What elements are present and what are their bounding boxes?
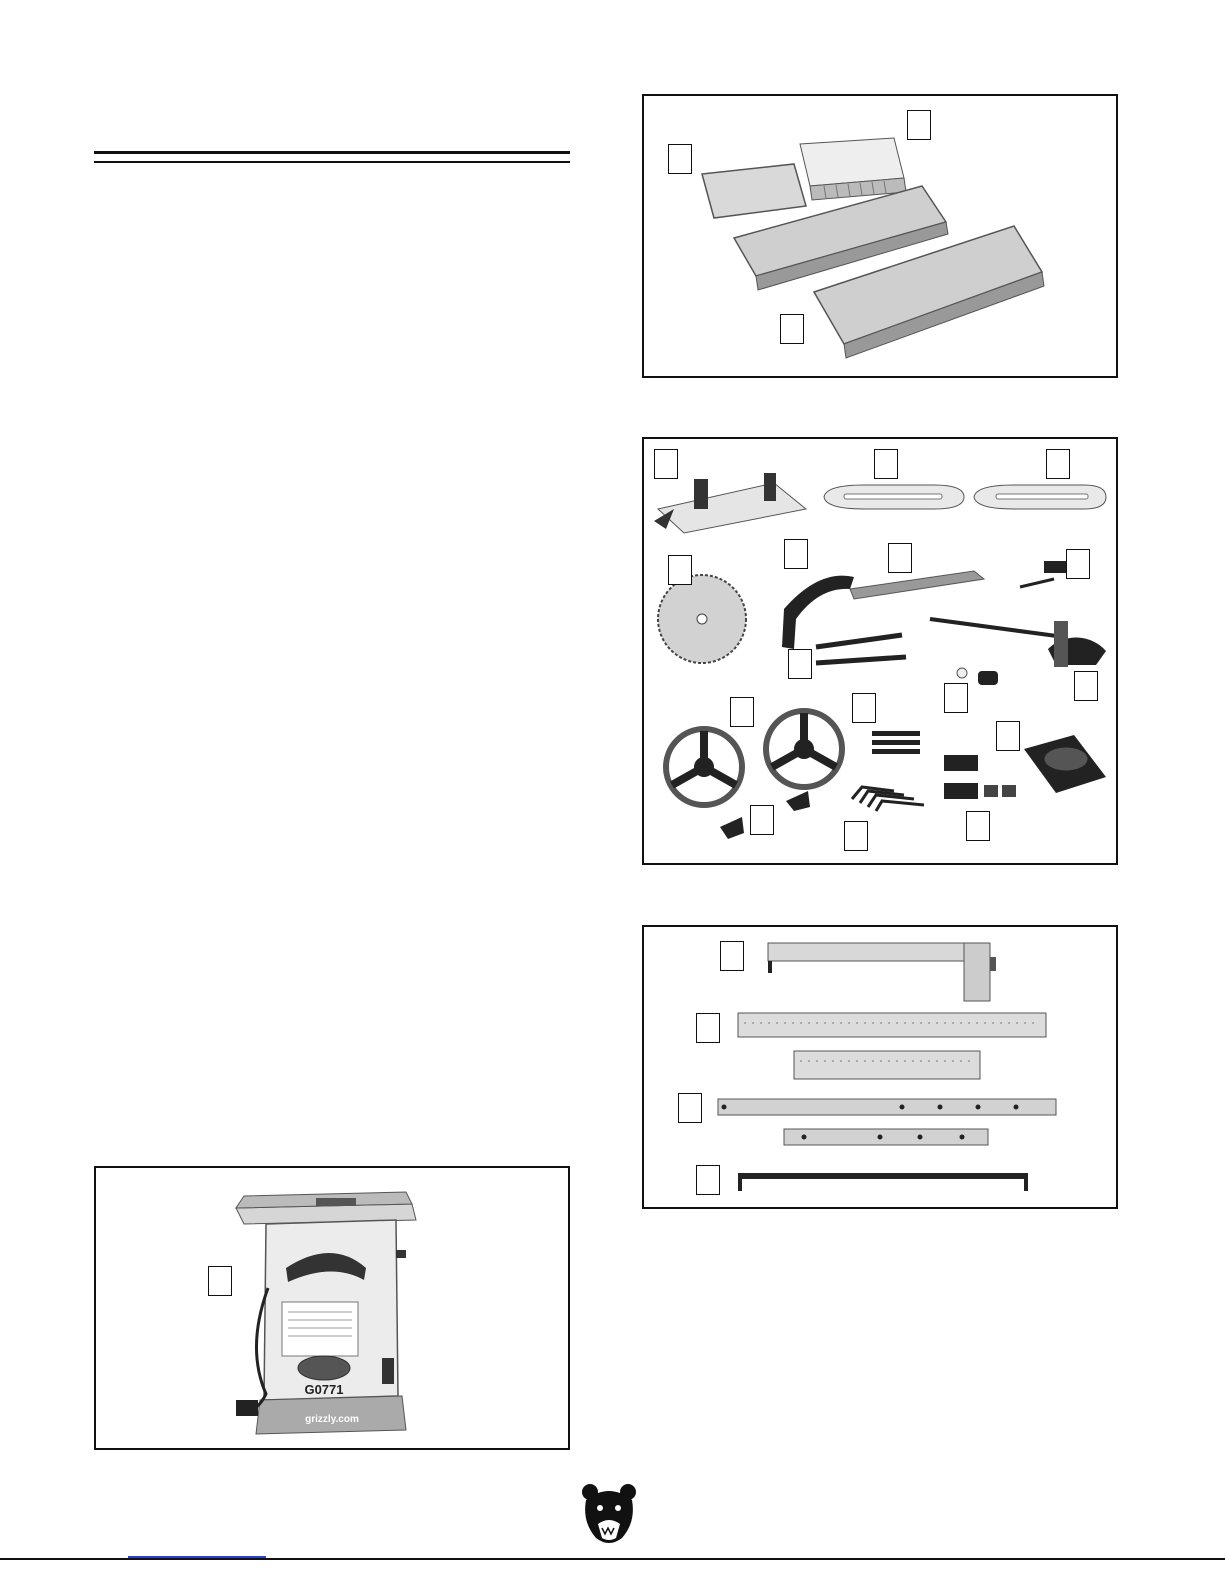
footer-link-underline[interactable] bbox=[128, 1556, 266, 1558]
callout-box bbox=[696, 1013, 720, 1043]
callout-box bbox=[788, 649, 812, 679]
grizzly-bear-icon bbox=[580, 1482, 638, 1548]
callout-box bbox=[852, 693, 876, 723]
callout-box bbox=[750, 805, 774, 835]
figure-saw-body bbox=[94, 1166, 570, 1450]
callout-box bbox=[668, 555, 692, 585]
callout-box bbox=[1066, 549, 1090, 579]
callout-box bbox=[678, 1093, 702, 1123]
figure-small-parts bbox=[642, 437, 1118, 865]
callout-box bbox=[966, 811, 990, 841]
section-heading-rule bbox=[94, 151, 570, 165]
callout-box bbox=[780, 314, 804, 344]
callout-box bbox=[730, 697, 754, 727]
callout-box bbox=[874, 449, 898, 479]
callout-box bbox=[668, 144, 692, 174]
base-label: grizzly.com bbox=[305, 1414, 359, 1425]
callout-box bbox=[208, 1266, 232, 1296]
callout-box bbox=[996, 721, 1020, 751]
figure-table-parts bbox=[642, 94, 1118, 378]
callout-box bbox=[1074, 671, 1098, 701]
callout-box bbox=[720, 941, 744, 971]
callout-box bbox=[888, 543, 912, 573]
figure-fence-parts bbox=[642, 925, 1118, 1209]
callout-box bbox=[944, 683, 968, 713]
table-parts-illustration bbox=[644, 96, 1120, 380]
model-label: G0771 bbox=[304, 1382, 344, 1397]
small-parts-illustration bbox=[644, 439, 1120, 867]
callout-box bbox=[696, 1165, 720, 1195]
saw-body-illustration bbox=[96, 1168, 572, 1452]
callout-box bbox=[654, 449, 678, 479]
footer-rule bbox=[0, 1558, 1225, 1560]
callout-box bbox=[784, 539, 808, 569]
callout-box bbox=[1046, 449, 1070, 479]
callout-box bbox=[844, 821, 868, 851]
callout-box bbox=[907, 110, 931, 140]
